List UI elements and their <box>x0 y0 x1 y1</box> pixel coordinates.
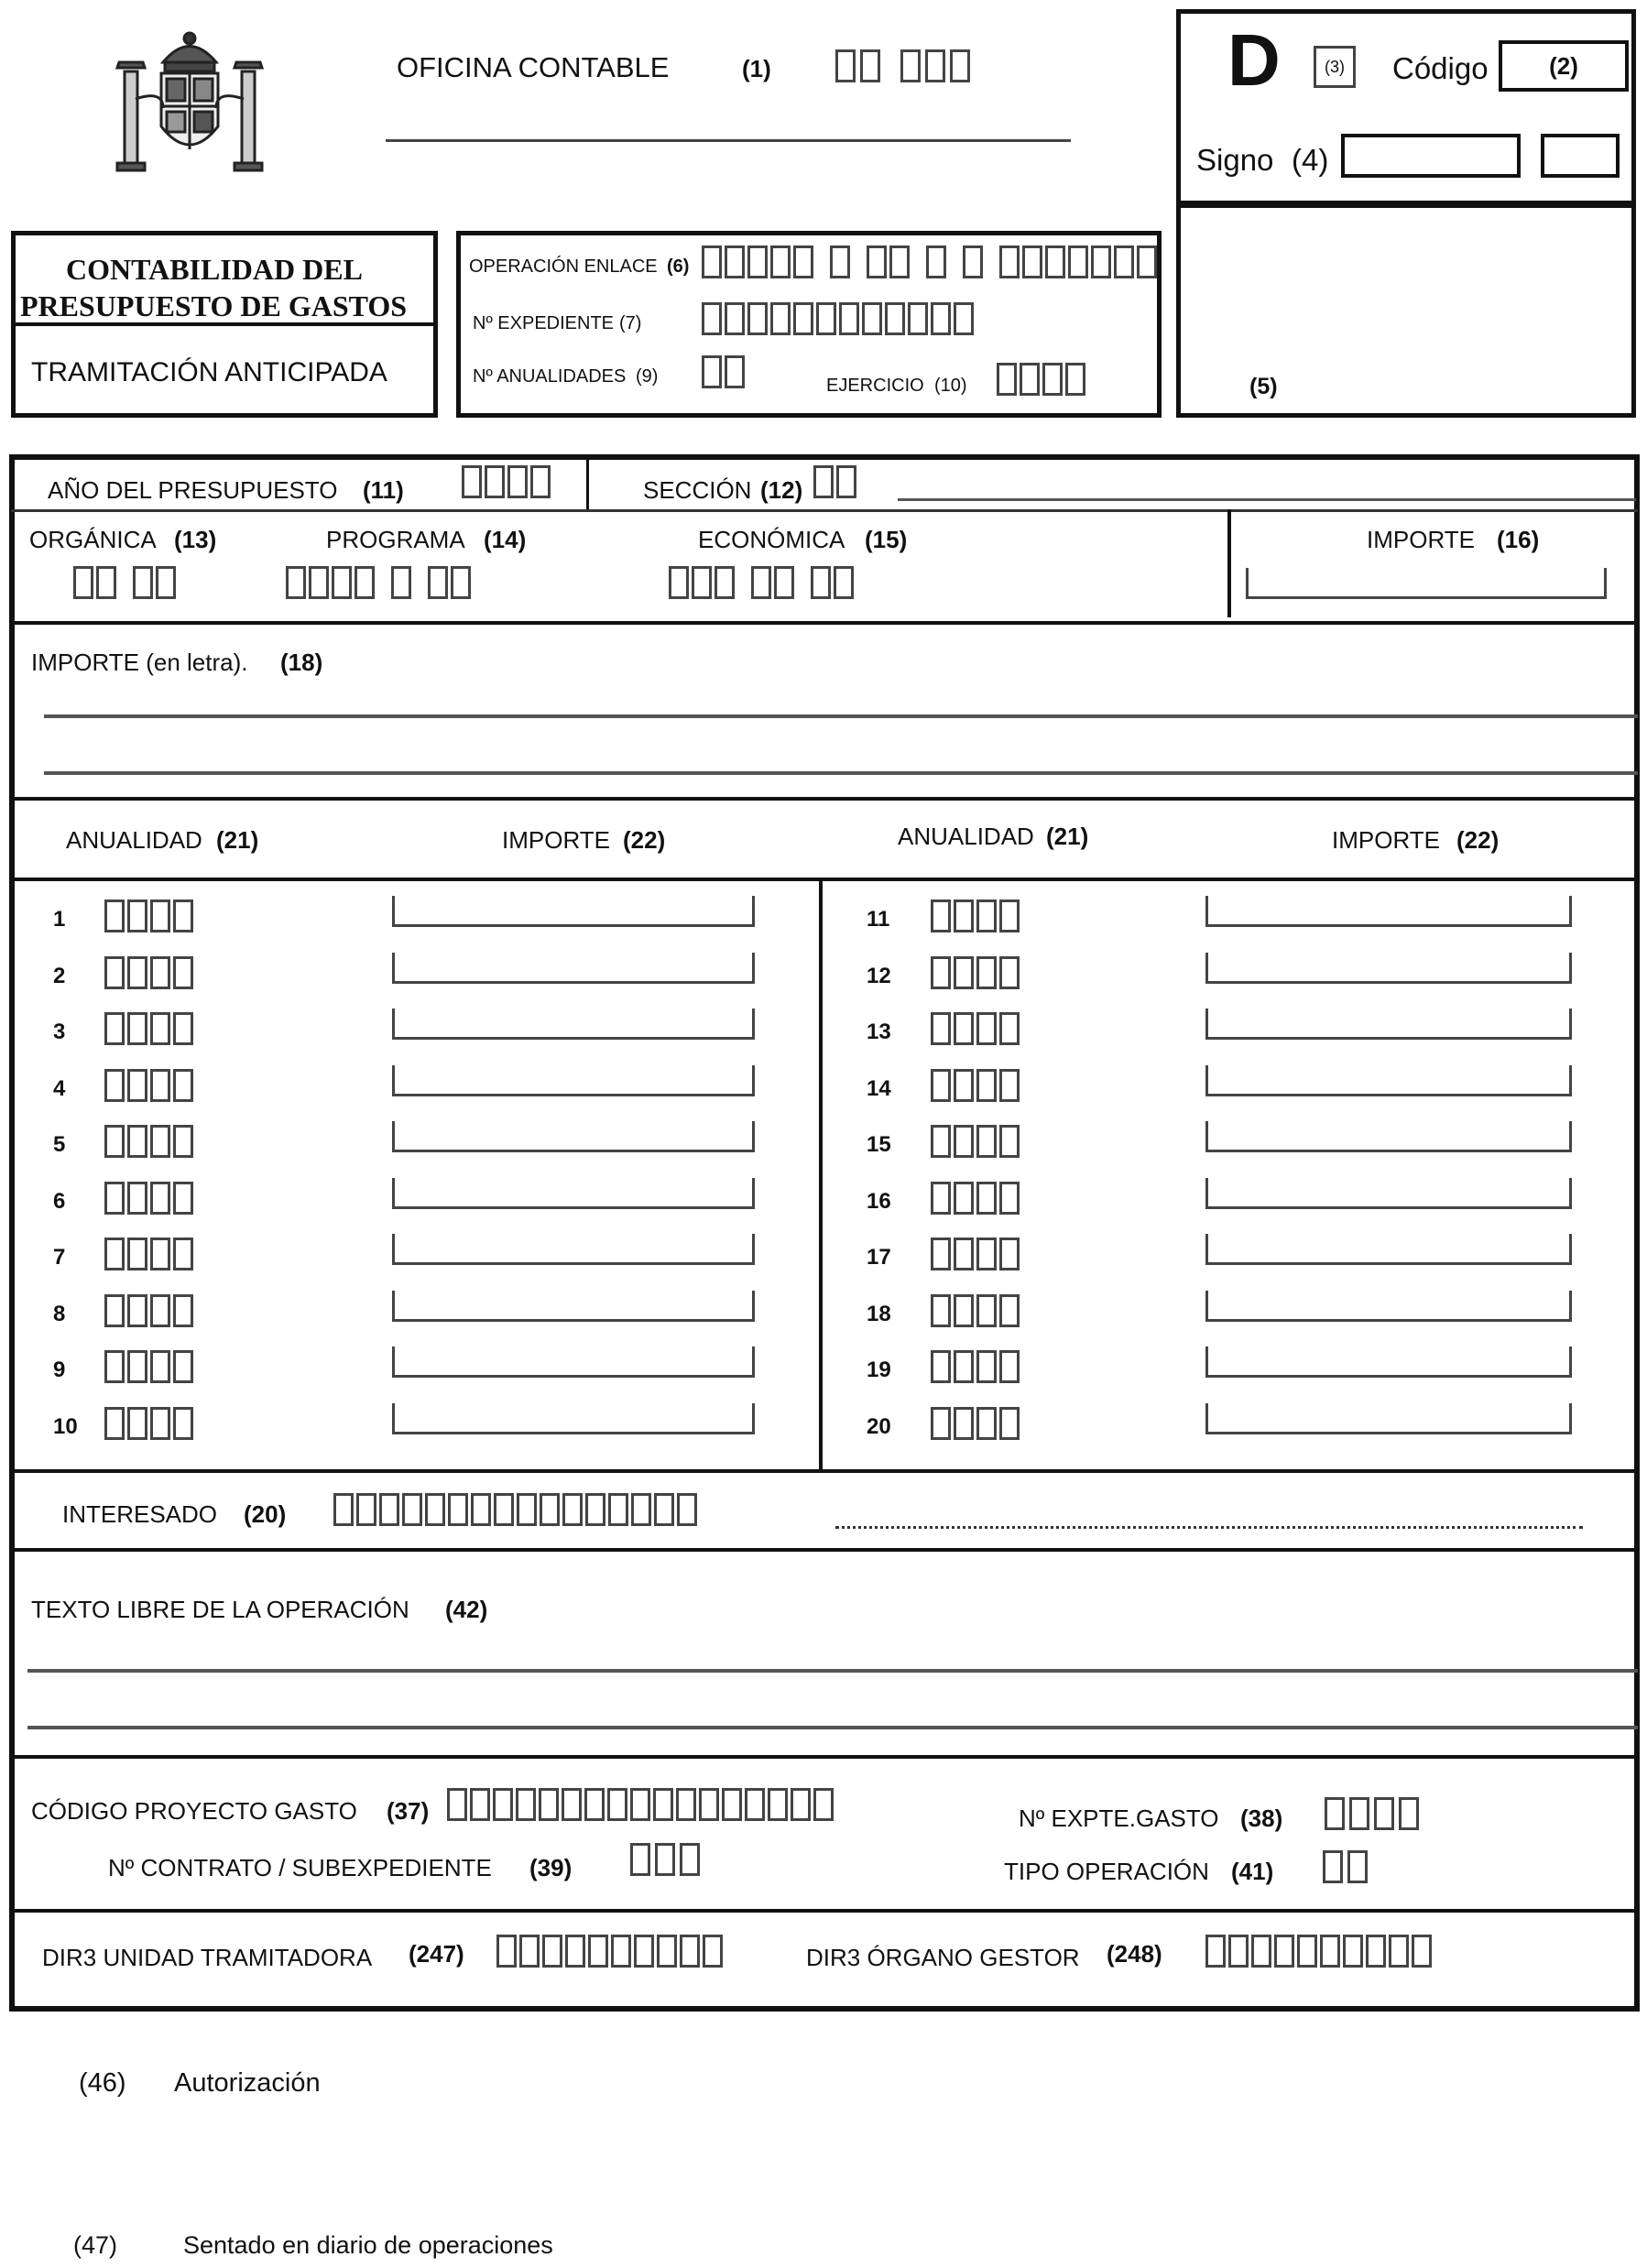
texto-libre-line-2[interactable] <box>27 1726 1638 1729</box>
annuity-amount-field[interactable] <box>1205 1121 1572 1152</box>
annuity-row-number: 6 <box>53 1188 66 1214</box>
anualidades-num: (9) <box>636 366 659 387</box>
importe-letra-num: (18) <box>280 649 323 676</box>
annuity-amount-field[interactable] <box>1205 1347 1572 1378</box>
title-subtitle: TRAMITACIÓN ANTICIPADA <box>31 357 387 387</box>
main-form <box>9 454 1640 2012</box>
tipo-cells[interactable] <box>1323 1850 1368 1883</box>
anualidades-cells[interactable] <box>702 355 745 388</box>
ano-seccion-divider <box>586 458 589 511</box>
seccion-label: SECCIÓN <box>643 476 752 504</box>
doc-letter: D <box>1227 19 1281 101</box>
annuity-row-number: 3 <box>53 1020 66 1044</box>
annuity-amount-field[interactable] <box>392 1178 755 1209</box>
anualidad-num-left: (21) <box>216 826 259 854</box>
annuity-year-cells[interactable] <box>104 1407 193 1440</box>
interesado-label: INTERESADO <box>62 1500 218 1528</box>
annuity-year-cells[interactable] <box>931 956 1020 989</box>
codigo-num: (2) <box>1549 52 1578 80</box>
annuity-amount-field[interactable] <box>392 896 755 927</box>
annuity-row-number: 12 <box>867 963 891 988</box>
title-line-1: CONTABILIDAD DEL <box>66 253 363 286</box>
row-divider-4 <box>11 878 1638 881</box>
annuity-year-cells[interactable] <box>931 900 1020 932</box>
operacion-num: (6) <box>667 256 690 277</box>
annuity-row-number: 7 <box>53 1245 66 1270</box>
annuity-amount-field[interactable] <box>392 1009 755 1040</box>
texto-libre-label: TEXTO LIBRE DE LA OPERACIÓN <box>31 1596 409 1623</box>
annuity-row-number: 5 <box>53 1132 66 1157</box>
row-divider-2 <box>11 621 1638 625</box>
organica-label: ORGÁNICA <box>29 526 157 553</box>
dir3-organo-cells[interactable] <box>1205 1935 1432 1968</box>
coat-of-arms-emblem <box>108 26 271 181</box>
annuity-year-cells[interactable] <box>931 1125 1020 1158</box>
importe-letra-line-1[interactable] <box>44 714 1638 718</box>
annuity-amount-field[interactable] <box>392 1121 755 1152</box>
annuity-amount-field[interactable] <box>1205 1065 1572 1096</box>
office-label: OFICINA CONTABLE <box>397 51 670 83</box>
annuity-row-number: 10 <box>53 1413 78 1439</box>
economica-num: (15) <box>865 526 908 553</box>
ano-cells[interactable] <box>462 465 551 498</box>
programa-cells[interactable] <box>286 566 471 599</box>
expediente-cells[interactable] <box>702 302 974 335</box>
annuity-year-cells[interactable] <box>104 900 193 932</box>
importe-num: (16) <box>1497 526 1540 553</box>
signo-label: Signo <box>1196 143 1274 177</box>
operacion-cells[interactable] <box>702 245 1157 278</box>
texto-libre-line-1[interactable] <box>27 1669 1638 1673</box>
annuity-amount-field[interactable] <box>1205 953 1572 984</box>
office-num: (1) <box>742 55 771 82</box>
importe-letra-line-2[interactable] <box>44 771 1638 775</box>
ejercicio-num: (10) <box>934 376 967 396</box>
annuity-row-number: 9 <box>53 1358 66 1382</box>
interesado-num: (20) <box>244 1500 287 1528</box>
auth-num: (46) <box>79 2068 126 2098</box>
annuity-row-number: 13 <box>867 1020 891 1044</box>
dir3-organo-num: (248) <box>1107 1940 1162 1968</box>
dir3-unidad-num: (247) <box>409 1940 464 1968</box>
operacion-label: OPERACIÓN ENLACE <box>469 256 658 277</box>
dir3-organo-label: DIR3 ÓRGANO GESTOR <box>806 1944 1080 1971</box>
annuity-amount-field[interactable] <box>1205 1009 1572 1040</box>
annuity-amount-field[interactable] <box>392 1347 755 1378</box>
annuity-year-cells[interactable] <box>931 1238 1020 1270</box>
importe-label: IMPORTE <box>1367 526 1475 553</box>
annuity-row-number: 4 <box>53 1075 66 1101</box>
expediente-label: Nº EXPEDIENTE <box>473 313 615 333</box>
office-code-cells[interactable] <box>835 49 970 82</box>
field-5-num: (5) <box>1249 374 1278 399</box>
row-divider-5 <box>11 1469 1638 1473</box>
tipo-label: TIPO OPERACIÓN <box>1004 1858 1209 1885</box>
interesado-dotted-line[interactable] <box>835 1526 1583 1529</box>
annuity-row-number: 17 <box>867 1245 891 1270</box>
annuity-row-number: 2 <box>53 963 66 988</box>
annuity-row-number: 16 <box>867 1188 891 1214</box>
annuity-year-cells[interactable] <box>104 956 193 989</box>
economica-cells[interactable] <box>669 566 854 599</box>
diario-label: Sentado en diario de operaciones <box>183 2231 553 2259</box>
title-line-2: PRESUPUESTO DE GASTOS <box>20 289 408 322</box>
importe-divider <box>1227 509 1231 617</box>
ejercicio-label: EJERCICIO <box>826 376 924 396</box>
annuity-amount-field[interactable] <box>392 1065 755 1096</box>
annuity-year-cells[interactable] <box>931 1182 1020 1215</box>
annuity-amount-field[interactable] <box>392 953 755 984</box>
annuity-year-cells[interactable] <box>104 1294 193 1327</box>
interesado-cells[interactable] <box>333 1493 697 1526</box>
codigo-label: Código <box>1392 51 1489 85</box>
row-divider-1 <box>11 509 1638 512</box>
annuity-year-cells[interactable] <box>104 1182 193 1215</box>
importe-letra-label: IMPORTE (en letra). <box>31 649 248 676</box>
contrato-num: (39) <box>529 1854 573 1881</box>
economica-label: ECONÓMICA <box>698 526 845 553</box>
annuity-amount-field[interactable] <box>392 1234 755 1265</box>
annuity-year-cells[interactable] <box>931 1012 1020 1045</box>
signo-field-1[interactable] <box>1341 134 1521 178</box>
field-5-box[interactable] <box>1176 203 1636 418</box>
programa-label: PROGRAMA <box>326 526 465 553</box>
contrato-cells[interactable] <box>630 1843 700 1876</box>
annuity-year-cells[interactable] <box>104 1238 193 1270</box>
annuity-row-number: 18 <box>867 1301 891 1326</box>
signo-num: (4) <box>1292 143 1329 177</box>
programa-num: (14) <box>484 526 527 553</box>
annuity-amount-field[interactable] <box>1205 1234 1572 1265</box>
diario-num: (47) <box>73 2231 118 2259</box>
importe-num-left: (22) <box>623 826 666 854</box>
importe-num-right: (22) <box>1456 826 1500 854</box>
annuity-amount-field[interactable] <box>392 1403 755 1434</box>
row-divider-7 <box>11 1755 1638 1759</box>
annuity-row-number: 8 <box>53 1301 66 1326</box>
annuity-year-cells[interactable] <box>104 1125 193 1158</box>
annuity-row-number: 19 <box>867 1358 891 1382</box>
row-divider-8 <box>11 1909 1638 1913</box>
organica-num: (13) <box>174 526 217 553</box>
tipo-num: (41) <box>1231 1858 1274 1885</box>
annuity-row-number: 1 <box>53 907 66 932</box>
annuity-amount-field[interactable] <box>1205 896 1572 927</box>
ano-num: (11) <box>363 476 404 504</box>
annuity-row-number: 14 <box>867 1075 891 1101</box>
dir3-unidad-cells[interactable] <box>496 1935 723 1968</box>
expte-gasto-cells[interactable] <box>1325 1797 1419 1830</box>
annuity-year-cells[interactable] <box>931 1350 1020 1383</box>
expte-gasto-label: Nº EXPTE.GASTO <box>1019 1805 1219 1832</box>
expediente-num: (7) <box>619 313 642 333</box>
seccion-line <box>898 498 1636 501</box>
auth-label: Autorización <box>174 2068 321 2098</box>
office-underline <box>386 139 1071 142</box>
proyecto-label: CÓDIGO PROYECTO GASTO <box>31 1797 357 1825</box>
anualidades-label: Nº ANUALIDADES <box>473 366 627 387</box>
proyecto-cells[interactable] <box>447 1788 834 1821</box>
dir3-unidad-label: DIR3 UNIDAD TRAMITADORA <box>42 1944 373 1971</box>
annuity-year-cells[interactable] <box>931 1294 1020 1327</box>
annuity-row-number: 15 <box>867 1132 891 1157</box>
seccion-num: (12) <box>760 476 803 504</box>
annuity-row-number: 20 <box>867 1413 891 1439</box>
annuity-row-number: 11 <box>867 907 890 932</box>
annuity-amount-field[interactable] <box>1205 1291 1572 1322</box>
row-divider-6 <box>11 1548 1638 1552</box>
annuities-center-divider <box>819 879 823 1469</box>
annuity-amount-field[interactable] <box>1205 1178 1572 1209</box>
contrato-label: Nº CONTRATO / SUBEXPEDIENTE <box>108 1854 492 1881</box>
importe-label-left: IMPORTE <box>502 826 610 854</box>
organica-cells[interactable] <box>73 566 176 599</box>
annuity-year-cells[interactable] <box>104 1012 193 1045</box>
annuity-year-cells[interactable] <box>931 1407 1020 1440</box>
annuity-year-cells[interactable] <box>104 1350 193 1383</box>
annuity-amount-field[interactable] <box>392 1291 755 1322</box>
signo-field-2[interactable] <box>1541 134 1620 178</box>
ano-label: AÑO DEL PRESUPUESTO <box>48 476 338 504</box>
seccion-cells[interactable] <box>813 465 856 498</box>
anualidad-num-right: (21) <box>1046 823 1089 850</box>
texto-libre-num: (42) <box>445 1596 488 1623</box>
annuity-year-cells[interactable] <box>931 1069 1020 1102</box>
codigo-field[interactable] <box>1499 40 1629 92</box>
doc-code-box <box>1314 46 1356 88</box>
ejercicio-cells[interactable] <box>997 363 1085 396</box>
importe-label-right: IMPORTE <box>1332 826 1440 854</box>
importe-field[interactable] <box>1246 568 1607 599</box>
row-divider-3 <box>11 797 1638 801</box>
expte-gasto-num: (38) <box>1240 1805 1283 1832</box>
proyecto-num: (37) <box>387 1797 430 1825</box>
anualidad-label-left: ANUALIDAD <box>66 826 202 854</box>
anualidad-label-right: ANUALIDAD <box>898 823 1034 850</box>
annuity-amount-field[interactable] <box>1205 1403 1572 1434</box>
doc-code-num: (3) <box>1325 58 1345 76</box>
annuity-year-cells[interactable] <box>104 1069 193 1102</box>
